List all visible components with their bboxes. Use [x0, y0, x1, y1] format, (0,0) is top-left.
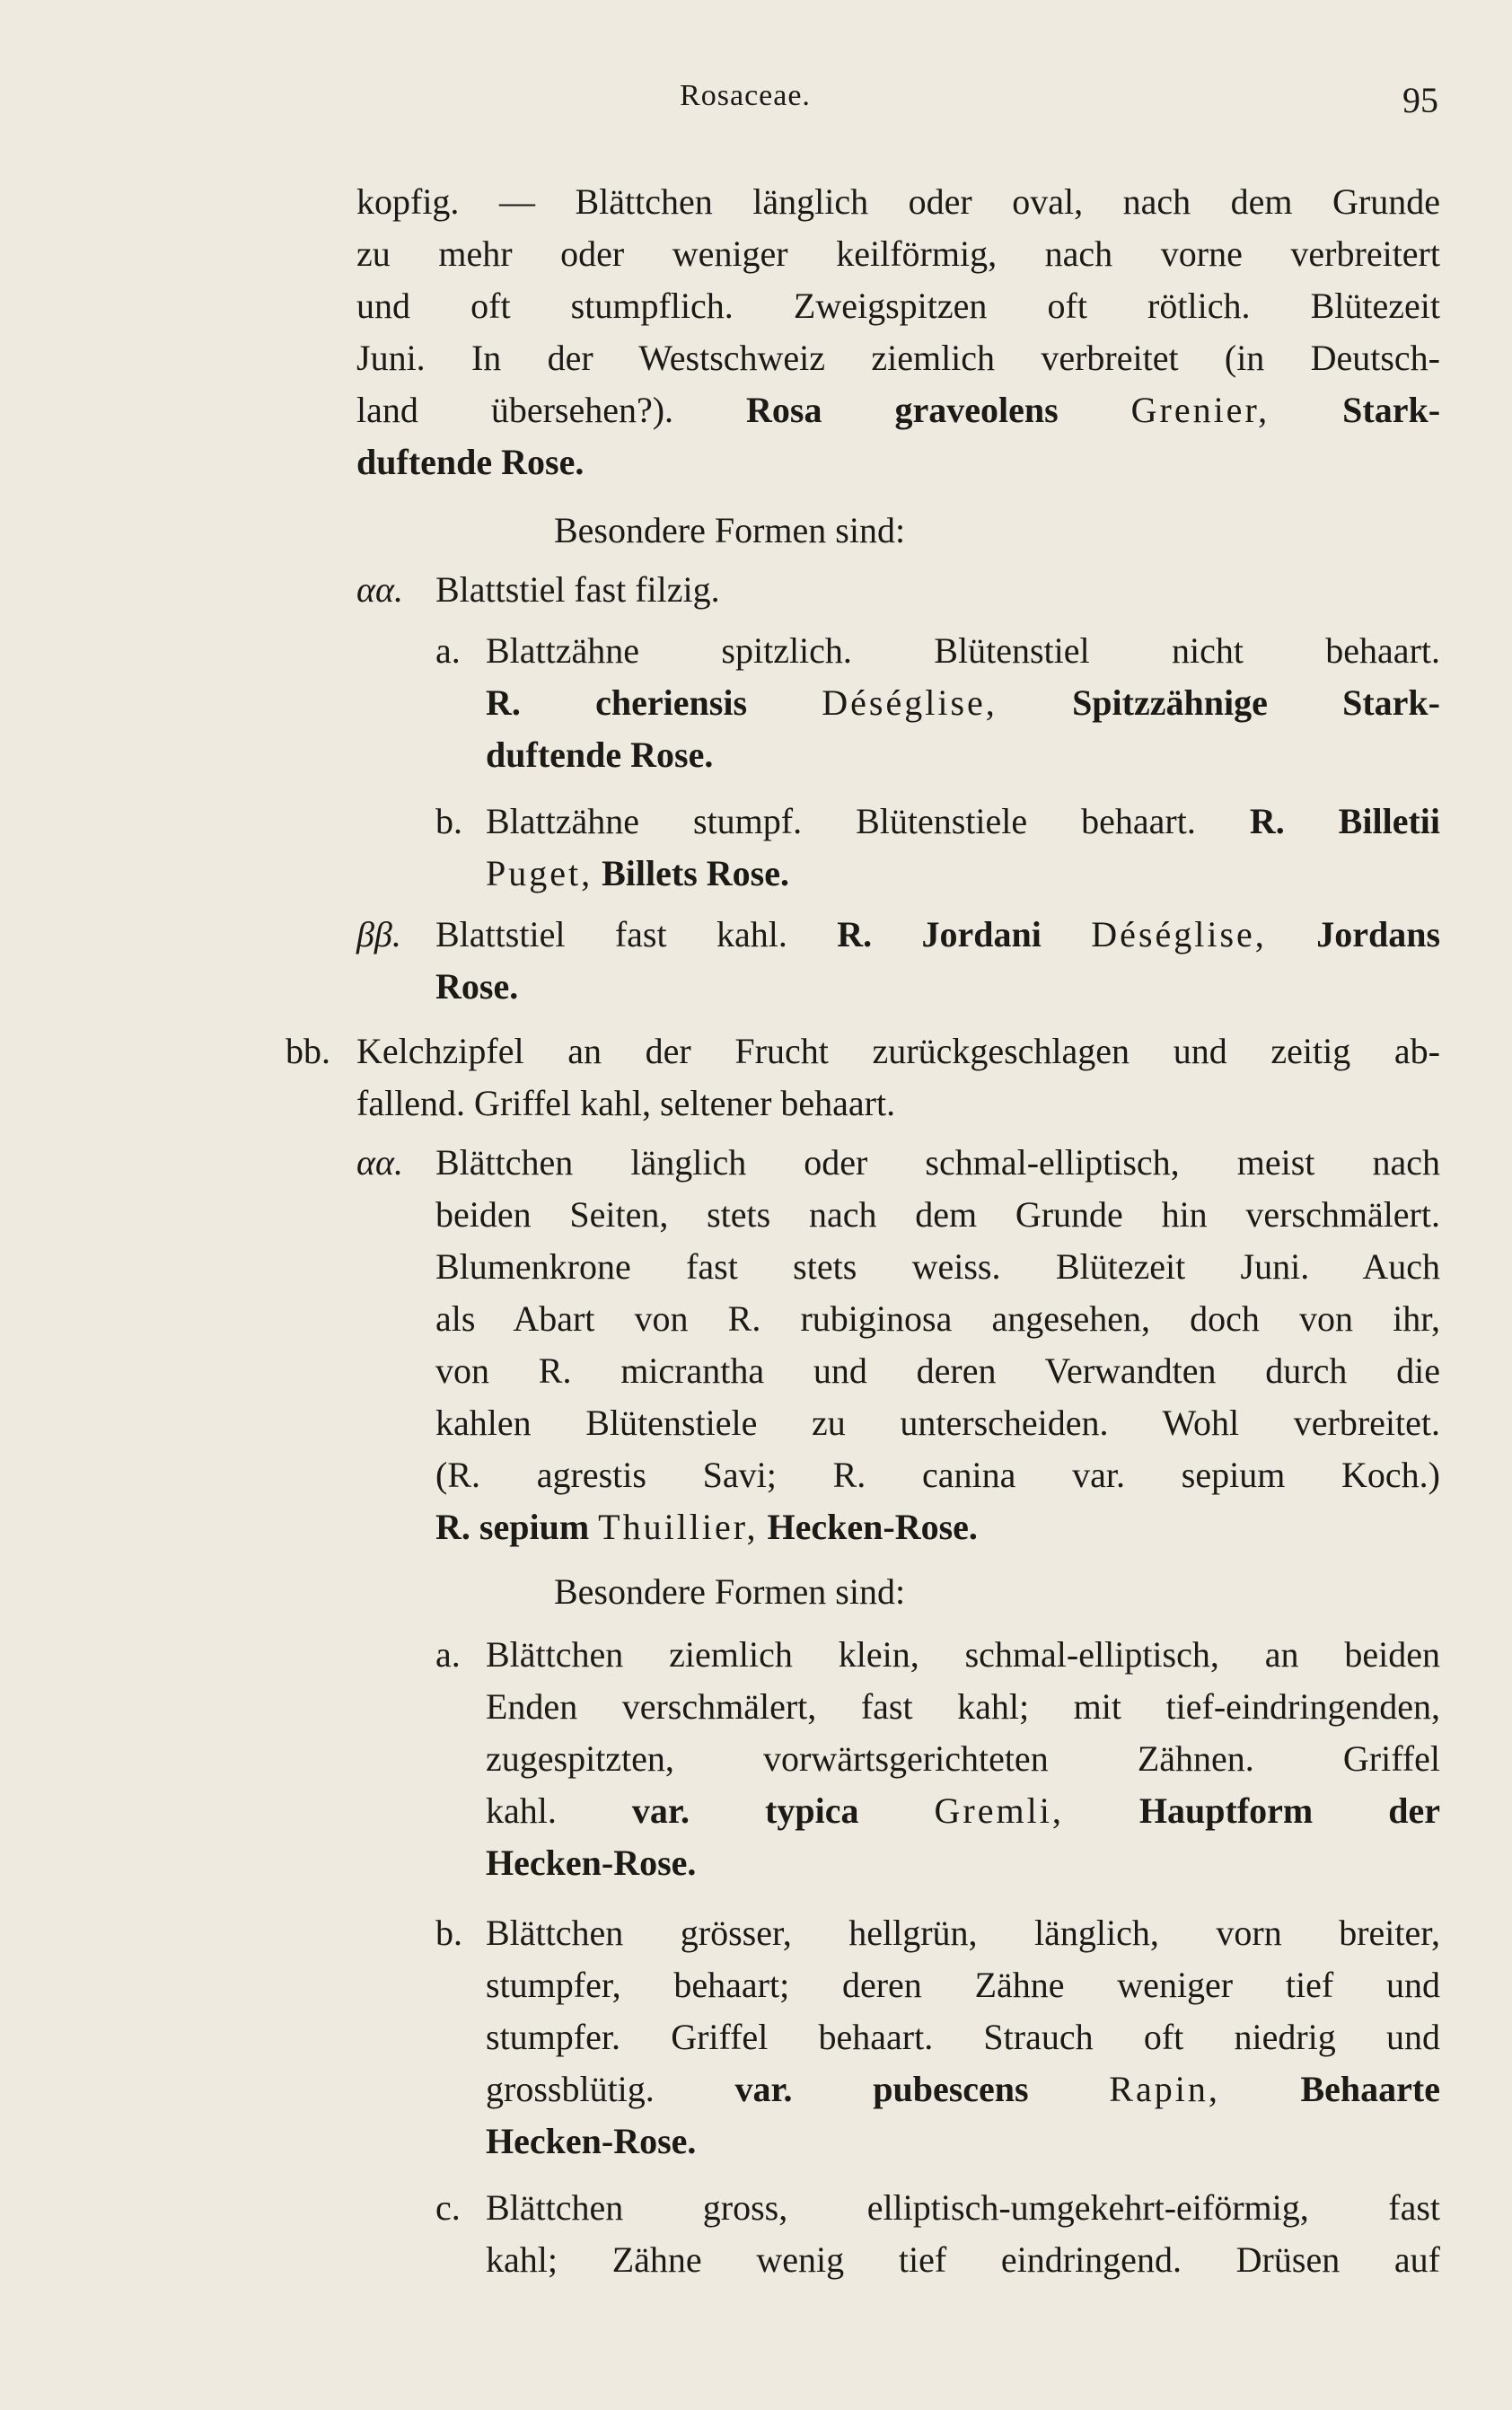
text-line: Enden verschmälert, fast kahl; mit tief-eindringenden,: [486, 1686, 1440, 1727]
text-line: [435, 1501, 978, 1553]
text-line: zugespitzten, vorwärtsgerichteten Zähnen. Griffel: [486, 1738, 1440, 1779]
text-line: kahl; Zähne wenig tief eindringend. Drüsen auf: [486, 2239, 1440, 2280]
text-line: Blättchen gross, elliptisch-umgekehrt-eiförmig, fast: [486, 2187, 1440, 2228]
text-line: [486, 2115, 696, 2168]
common-name: duftende Rose.: [486, 734, 714, 775]
text-span: grossblütig.: [486, 2069, 655, 2109]
text-span: kahl.: [486, 1790, 557, 1831]
common-name: Hecken-Rose.: [486, 2121, 697, 2161]
author-name: Déséglise,: [822, 682, 998, 723]
text-line: Kelchzipfel an der Frucht zurückgeschlagen und zeitig ab-: [356, 1031, 1440, 1071]
item-label: b.: [435, 801, 462, 841]
author-name: Grenier,: [1130, 390, 1270, 430]
text-line: Juni. In der Westschweiz ziemlich verbreitet (in Deutsch-: [356, 338, 1440, 378]
species-name: R. Billetii: [1249, 801, 1441, 841]
variety-name: var. typica: [631, 1790, 859, 1831]
text-line: Blattstiel fast filzig.: [435, 569, 720, 610]
text-line: von R. micrantha und deren Verwandten durch die: [435, 1350, 1440, 1391]
text-line: [486, 677, 1440, 729]
common-name: Spitzzähnige Stark-: [1072, 682, 1440, 723]
item-label: a.: [435, 630, 461, 671]
author-name: Puget,: [486, 853, 593, 893]
text-line: kopfig. — Blättchen länglich oder oval, nach dem Grunde: [356, 181, 1440, 222]
author-name: Rapin,: [1109, 2069, 1220, 2109]
text-line: und oft stumpflich. Zweigspitzen oft rötlich. Blütezeit: [356, 286, 1440, 326]
text-span: Blattzähne stumpf. Blütenstiele behaart.: [486, 801, 1196, 841]
text-line: stumpfer, behaart; deren Zähne weniger tief und: [486, 1965, 1440, 2005]
text-line: fallend. Griffel kahl, seltener behaart.: [356, 1083, 896, 1123]
text-span: Blattstiel fast kahl.: [435, 914, 787, 954]
text-line: [435, 909, 1440, 961]
item-label: bb.: [286, 1031, 330, 1071]
text-line: [435, 961, 518, 1013]
author-name: Gremli,: [934, 1790, 1064, 1831]
text-line: kahlen Blütenstiele zu unterscheiden. Wohl verbreitet.: [435, 1403, 1440, 1443]
item-label: b.: [435, 1913, 462, 1953]
text-line: stumpfer. Griffel behaart. Strauch oft niedrig und: [486, 2017, 1440, 2057]
common-name: Behaarte: [1300, 2069, 1441, 2109]
text-line: zu mehr oder weniger keilförmig, nach vorne verbreitert: [356, 233, 1440, 274]
author-name: Déséglise,: [1091, 914, 1267, 954]
common-name: Billets Rose.: [602, 853, 789, 893]
page-number: 95: [1402, 80, 1438, 120]
text-line: [486, 2063, 1440, 2115]
text-line: [356, 436, 584, 488]
item-label: c.: [435, 2187, 461, 2228]
species-name: Rosa graveolens: [746, 390, 1059, 430]
item-label: a.: [435, 1634, 461, 1675]
text-span: land übersehen?).: [356, 390, 674, 430]
text-line: (R. agrestis Savi; R. canina var. sepium Koch.): [435, 1455, 1440, 1495]
common-name: Hauptform der: [1138, 1790, 1441, 1831]
text-line: als Abart von R. rubiginosa angesehen, doch von ihr,: [435, 1298, 1440, 1339]
text-line: Blättchen länglich oder schmal-elliptisch, meist nach: [435, 1142, 1440, 1183]
item-label: αα.: [356, 1142, 403, 1183]
common-name: Hecken-Rose.: [767, 1507, 978, 1547]
text-line: [486, 848, 789, 900]
author-name: Thuillier,: [598, 1507, 759, 1547]
text-line: beiden Seiten, stets nach dem Grunde hin verschmälert.: [435, 1194, 1440, 1235]
text-line: Blattzähne spitzlich. Blütenstiel nicht behaart.: [486, 630, 1440, 671]
variety-name: var. pubescens: [734, 2069, 1029, 2109]
section-heading: Besondere Formen sind:: [554, 1571, 906, 1612]
species-name: R. Jordani: [837, 914, 1042, 954]
text-line: [486, 796, 1440, 848]
common-name: Rose.: [435, 966, 519, 1007]
common-name: duftende Rose.: [356, 442, 585, 482]
text-line: [486, 729, 713, 781]
species-name: R. cheriensis: [486, 682, 748, 723]
text-line: [486, 1785, 1440, 1837]
common-name: Jordans: [1316, 914, 1441, 954]
running-header: Rosaceae.: [680, 79, 811, 112]
text-line: [486, 1837, 696, 1889]
text-line: Blumenkrone fast stets weiss. Blütezeit Juni. Auch: [435, 1246, 1440, 1287]
item-label: αα.: [356, 569, 403, 610]
text-line: [356, 384, 1440, 436]
common-name: Hecken-Rose.: [486, 1843, 697, 1883]
text-line: Blättchen ziemlich klein, schmal-elliptisch, an beiden: [486, 1634, 1440, 1675]
section-heading: Besondere Formen sind:: [554, 510, 906, 550]
text-line: Blättchen grösser, hellgrün, länglich, vorn breiter,: [486, 1913, 1440, 1953]
species-name: R. sepium: [435, 1507, 590, 1547]
common-name: Stark-: [1342, 390, 1441, 430]
item-label: ββ.: [356, 914, 401, 954]
